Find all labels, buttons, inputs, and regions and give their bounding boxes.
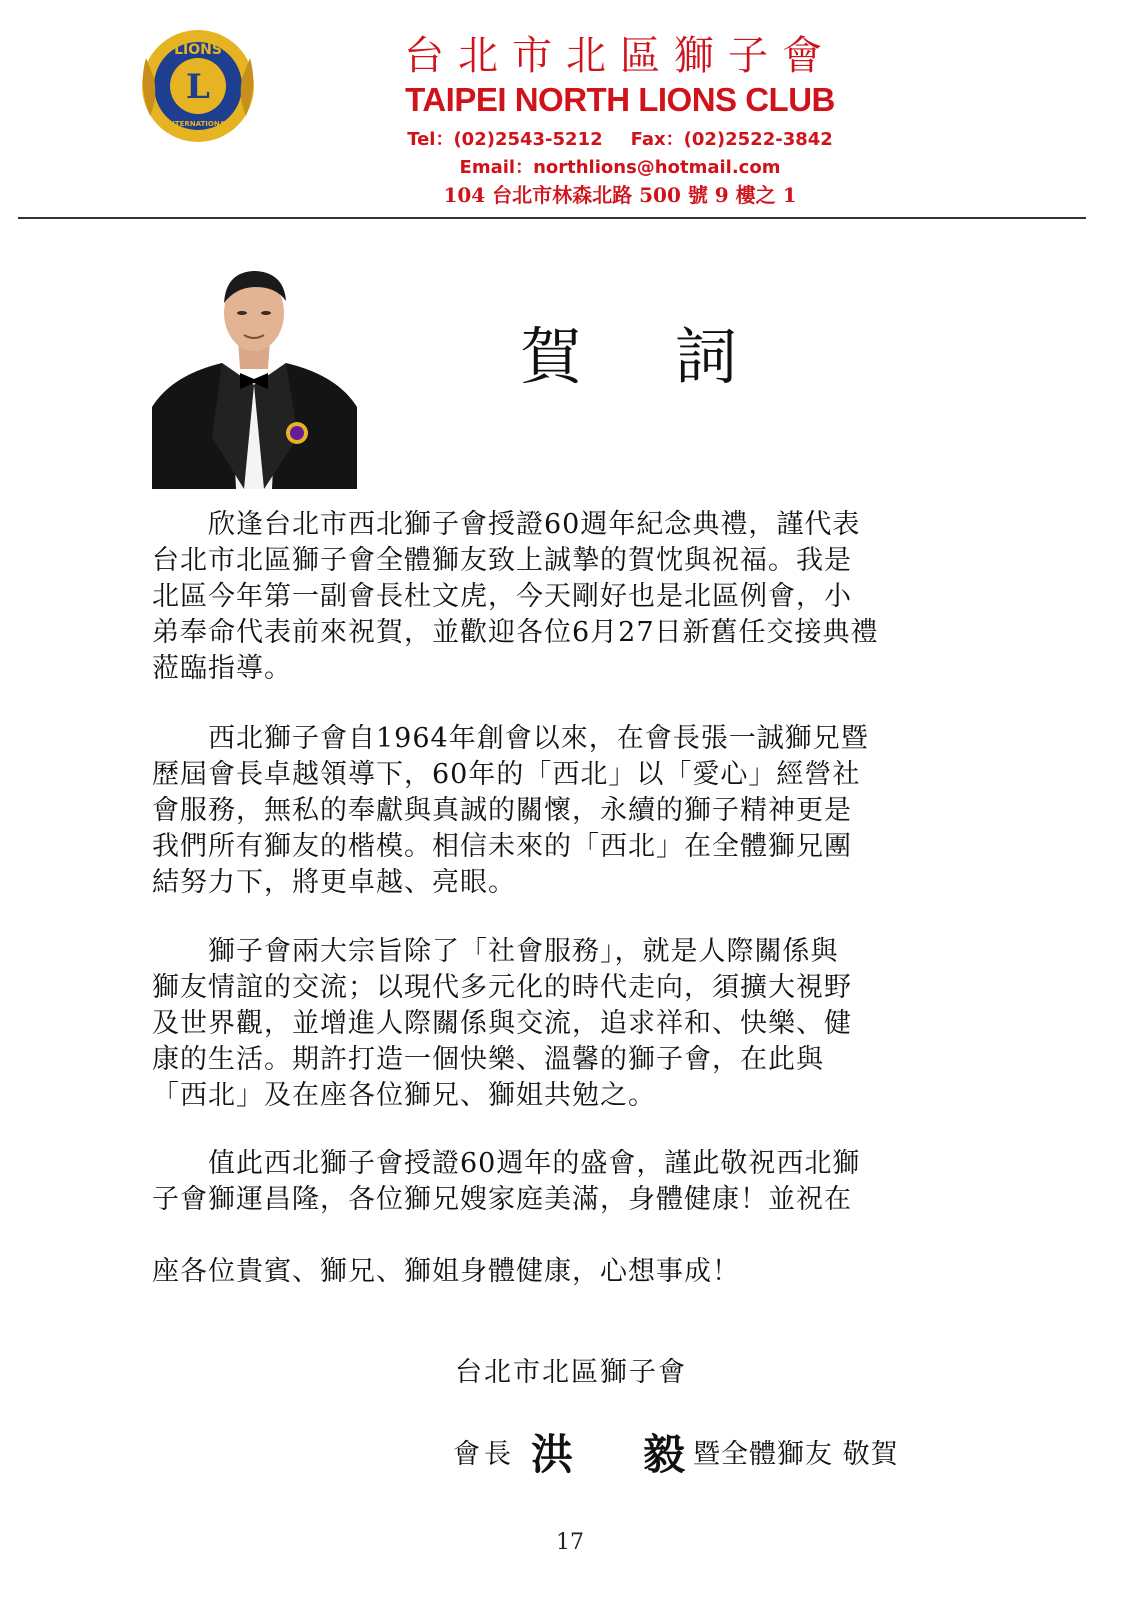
paragraph-line: 值此西北獅子會授證60週年的盛會，謹此敬祝西北獅 [152, 1148, 861, 1179]
paragraph-4 [152, 1146, 952, 1218]
page-number: 17 [556, 1530, 584, 1555]
lions-club-logo [140, 28, 256, 144]
fax-text: Fax：(02)2522-3842 [630, 129, 833, 150]
title-char-1: 賀 [520, 320, 583, 393]
club-name-chinese: 台北市北區獅子會 [404, 33, 836, 79]
tel-text: Tel：(02)2543-5212 [407, 129, 603, 150]
logo-letter: L [186, 67, 210, 107]
signature-tail: 暨全體獅友 敬賀 [693, 1439, 899, 1470]
paragraph-line: 及世界觀，並增進人際關係與交流，追求祥和、快樂、健 [152, 1008, 852, 1039]
signature-organization: 台北市北區獅子會 [455, 1357, 687, 1388]
paragraph-line: 座各位貴賓、獅兄、獅姐身體健康，心想事成！ [152, 1256, 740, 1287]
paragraph-line: 獅友情誼的交流；以現代多元化的時代走向，須擴大視野 [152, 972, 852, 1003]
paragraph-line: 結努力下，將更卓越、亮眼。 [152, 867, 516, 898]
paragraph-line: 北區今年第一副會長杜文虎，今天剛好也是北區例會，小 [152, 581, 852, 612]
paragraph-line: 歷屆會長卓越領導下，60年的「西北」以「愛心」經營社 [152, 759, 861, 790]
paragraph-line: 「西北」及在座各位獅兄、獅姐共勉之。 [152, 1080, 656, 1111]
paragraph-line: 蒞臨指導。 [152, 653, 292, 684]
paragraph-2 [152, 721, 952, 901]
paragraph-line: 康的生活。期許打造一個快樂、溫馨的獅子會，在此與 [152, 1044, 824, 1075]
club-name-english: TAIPEI NORTH LIONS CLUB [405, 81, 835, 118]
paragraph-4-closing [152, 1254, 952, 1290]
paragraph-1 [152, 507, 952, 687]
paragraph-line: 弟奉命代表前來祝賀，並歡迎各位6月27日新舊任交接典禮 [152, 617, 879, 648]
vice-president-portrait [152, 257, 357, 489]
header-divider [18, 217, 1086, 219]
signature-title: 會長 [453, 1439, 515, 1470]
paragraph-line: 欣逢台北市西北獅子會授證60週年紀念典禮，謹代表 [152, 509, 861, 540]
paragraph-line: 台北市北區獅子會全體獅友致上誠摯的賀忱與祝福。我是 [152, 545, 852, 576]
contact-info [380, 126, 860, 182]
club-address: 104 台北市林森北路 500 號 9 樓之 1 [443, 183, 797, 207]
paragraph-line: 獅子會兩大宗旨除了「社會服務」，就是人際關係與 [152, 936, 839, 967]
title-char-2: 詞 [675, 320, 738, 393]
logo-top-text: LIONS [174, 42, 222, 58]
signature-name-char-2: 毅 [643, 1430, 686, 1479]
paragraph-line: 我們所有獅友的楷模。相信未來的「西北」在全體獅兄團 [152, 831, 852, 862]
signature-name-char-1: 洪 [531, 1430, 574, 1479]
paragraph-3 [152, 934, 952, 1114]
paragraph-line: 會服務，無私的奉獻與真誠的關懷，永續的獅子精神更是 [152, 795, 852, 826]
letter-title [520, 322, 750, 392]
paragraph-line: 子會獅運昌隆，各位獅兄嫂家庭美滿，身體健康！並祝在 [152, 1184, 852, 1215]
email-text: Email：northlions@hotmail.com [459, 157, 781, 178]
paragraph-line: 西北獅子會自1964年創會以來，在會長張一誠獅兄暨 [152, 723, 869, 754]
logo-bottom-text: INTERNATIONAL [166, 120, 230, 128]
